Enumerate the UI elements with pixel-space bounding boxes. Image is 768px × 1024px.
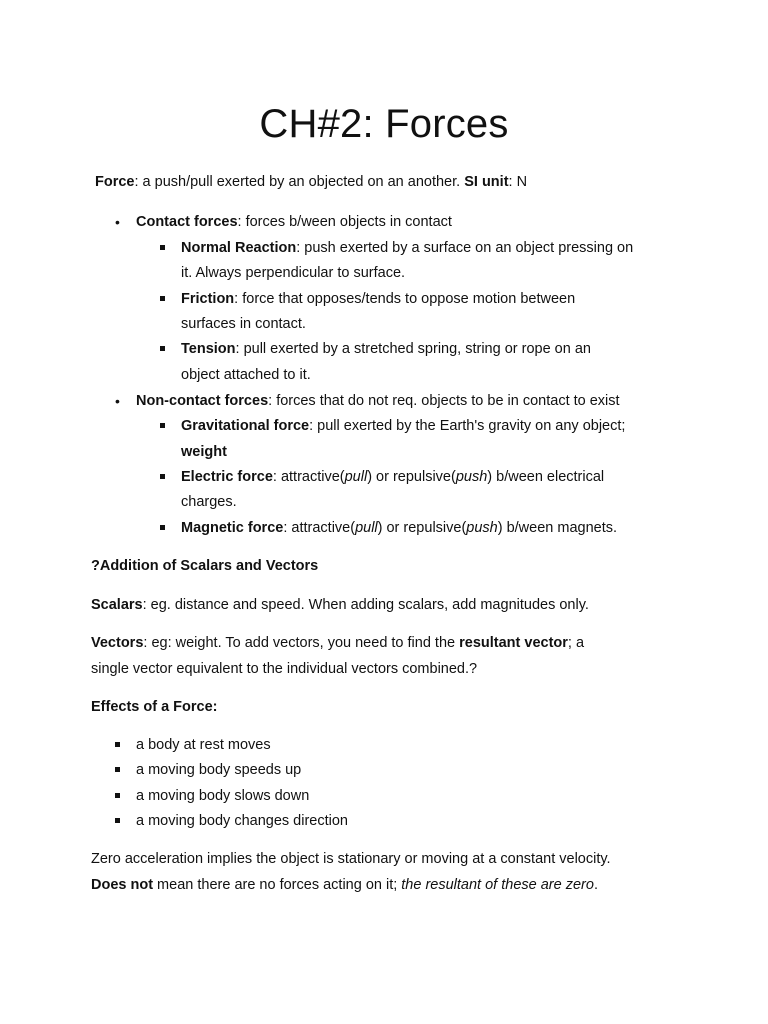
square-bullet-icon — [160, 423, 165, 428]
zero-acceleration-paragraph: Zero acceleration implies the object is stationary or moving at a constant velocity. — [91, 851, 611, 867]
square-bullet-icon — [115, 767, 120, 772]
magnetic-force-item: Magnetic force: attractive(pull) or repulsive(push) b/ween magnets. — [181, 520, 618, 536]
addition-heading: ?Addition of Scalars and Vectors — [91, 558, 319, 574]
si-unit-label: SI unit — [464, 174, 509, 190]
force-definition: Force: a push/pull exerted by an objected on an another. SI unit: N — [95, 174, 528, 190]
force-term: Force — [95, 174, 135, 190]
square-bullet-icon — [115, 793, 120, 798]
square-bullet-icon — [160, 346, 165, 351]
square-bullet-icon — [115, 818, 120, 823]
friction-item-cont: surfaces in contact. — [181, 316, 306, 332]
effect-item: a moving body slows down — [136, 788, 310, 804]
contact-forces-item: Contact forces: forces b/ween objects in contact — [136, 214, 452, 230]
vectors-paragraph: Vectors: eg: weight. To add vectors, you need to find the resultant vector; a — [91, 635, 585, 651]
tension-item: Tension: pull exerted by a stretched spring, string or rope on an — [181, 341, 591, 357]
page-title: CH#2: Forces — [259, 102, 509, 146]
zero-acceleration-paragraph-cont: Does not mean there are no forces acting on it; the resultant of these are zero. — [91, 877, 598, 893]
square-bullet-icon — [160, 245, 165, 250]
normal-reaction-item-cont: it. Always perpendicular to surface. — [181, 265, 406, 281]
normal-reaction-item: Normal Reaction: push exerted by a surface on an object pressing on — [181, 240, 634, 256]
gravitational-force-item: Gravitational force: pull exerted by the Earth's gravity on any object; — [181, 418, 626, 434]
electric-force-item: Electric force: attractive(pull) or repulsive(push) b/ween electrical — [181, 469, 605, 485]
square-bullet-icon — [160, 525, 165, 530]
friction-item: Friction: force that opposes/tends to oppose motion between — [181, 291, 576, 307]
gravitational-force-item-cont: weight — [181, 444, 227, 460]
bullet-dot-icon: • — [115, 214, 120, 230]
tension-item-cont: object attached to it. — [181, 367, 311, 383]
effects-heading: Effects of a Force: — [91, 699, 218, 715]
square-bullet-icon — [115, 742, 120, 747]
electric-force-item-cont: charges. — [181, 494, 237, 510]
square-bullet-icon — [160, 474, 165, 479]
effect-item: a moving body changes direction — [136, 813, 348, 829]
square-bullet-icon — [160, 296, 165, 301]
effect-item: a body at rest moves — [136, 737, 271, 753]
effect-item: a moving body speeds up — [136, 762, 302, 778]
scalars-paragraph: Scalars: eg. distance and speed. When adding scalars, add magnitudes only. — [91, 597, 589, 613]
bullet-dot-icon: • — [115, 393, 120, 409]
non-contact-forces-item: Non-contact forces: forces that do not req. objects to be in contact to exist — [136, 393, 620, 409]
vectors-paragraph-cont: single vector equivalent to the individual vectors combined.? — [91, 661, 478, 677]
